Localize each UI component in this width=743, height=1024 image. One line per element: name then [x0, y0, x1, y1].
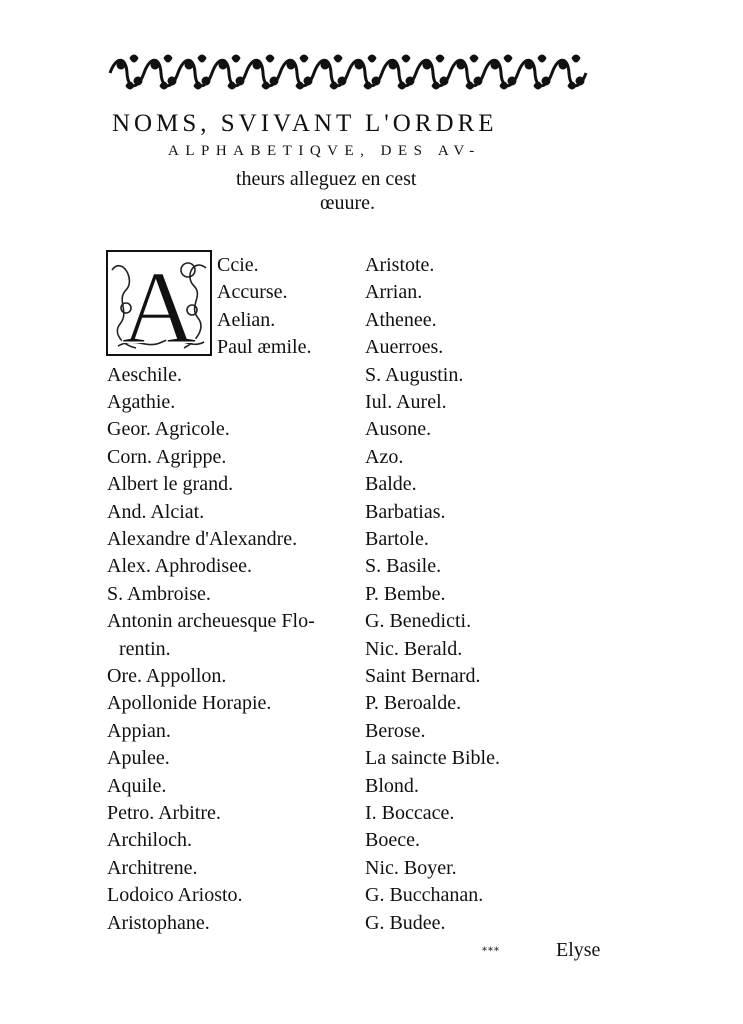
author-entry: Auerroes.	[365, 336, 444, 359]
author-entry: Alex. Aphrodisee.	[107, 555, 252, 578]
author-entry: Barbatias.	[365, 500, 446, 523]
author-entry: Aelian.	[217, 308, 276, 331]
author-entry: Appian.	[107, 719, 171, 742]
author-entry: Lodoico Ariosto.	[107, 884, 243, 907]
author-entry: Aristote.	[365, 254, 435, 276]
author-entry: Aeschile.	[107, 363, 182, 386]
author-entry: G. Bucchanan.	[365, 884, 484, 907]
author-entry: Aristophane.	[107, 911, 210, 934]
author-entry: Ccie.	[217, 254, 259, 276]
author-entry: Agathie.	[107, 391, 176, 413]
author-entry: La saincte Bible.	[365, 747, 500, 770]
author-entry: Architrene.	[107, 856, 198, 879]
author-entry: Accurse.	[217, 281, 288, 304]
author-entry: Bartole.	[365, 528, 429, 550]
title-line-3: theurs alleguez en cest	[236, 168, 417, 190]
author-entry: Blond.	[365, 774, 419, 797]
decorated-initial-A	[106, 250, 212, 356]
author-entry: Antonin archeuesque Flo-	[107, 610, 315, 633]
author-entry: Athenee.	[365, 308, 437, 331]
author-entry: I. Boccace.	[365, 802, 455, 824]
author-entry: Ausone.	[365, 418, 432, 441]
author-entry: Nic. Boyer.	[365, 856, 457, 879]
author-entry: Ore. Appollon.	[107, 665, 227, 687]
author-entry: Apulee.	[107, 747, 170, 770]
author-entry: Saint Bernard.	[365, 665, 481, 687]
author-entry: And. Alciat.	[107, 500, 205, 523]
author-entry: Boece.	[365, 829, 420, 852]
author-entry: Aquile.	[107, 774, 167, 797]
author-entry: Geor. Agricole.	[107, 418, 230, 441]
footer-stars: ***	[482, 946, 500, 957]
author-entry: Apollonide Horapie.	[107, 692, 272, 715]
author-entry: Arrian.	[365, 281, 423, 304]
author-entry: S. Augustin.	[365, 363, 464, 386]
title-line-2: ALPHABETIQVE, DES AV-	[168, 143, 481, 159]
author-entry: P. Bembe.	[365, 582, 446, 605]
author-entry: Petro. Arbitre.	[107, 802, 221, 824]
floral-ornament-band	[104, 52, 588, 94]
author-entry: Paul æmile.	[217, 336, 312, 359]
author-entry: Archiloch.	[107, 829, 192, 852]
author-entry: P. Beroalde.	[365, 692, 462, 715]
author-entry: Berose.	[365, 719, 426, 742]
author-entry: rentin.	[119, 637, 171, 660]
catchword: Elyse	[556, 939, 601, 961]
author-entry: Balde.	[365, 473, 417, 496]
title-line-1: NOMS, SVIVANT L'ORDRE	[112, 110, 498, 137]
author-entry: S. Basile.	[365, 555, 442, 578]
author-entry: Iul. Aurel.	[365, 391, 447, 413]
author-entry: Azo.	[365, 445, 404, 468]
author-entry: Alexandre d'Alexandre.	[107, 528, 298, 550]
author-entry: S. Ambroise.	[107, 582, 211, 605]
author-entry: Corn. Agrippe.	[107, 445, 227, 468]
author-entry: Nic. Berald.	[365, 637, 463, 660]
author-entry: G. Benedicti.	[365, 610, 472, 633]
author-entry: G. Budee.	[365, 911, 446, 934]
initial-letter: A	[121, 250, 197, 356]
author-entry: Albert le grand.	[107, 473, 234, 496]
title-line-4: œuure.	[320, 192, 375, 214]
